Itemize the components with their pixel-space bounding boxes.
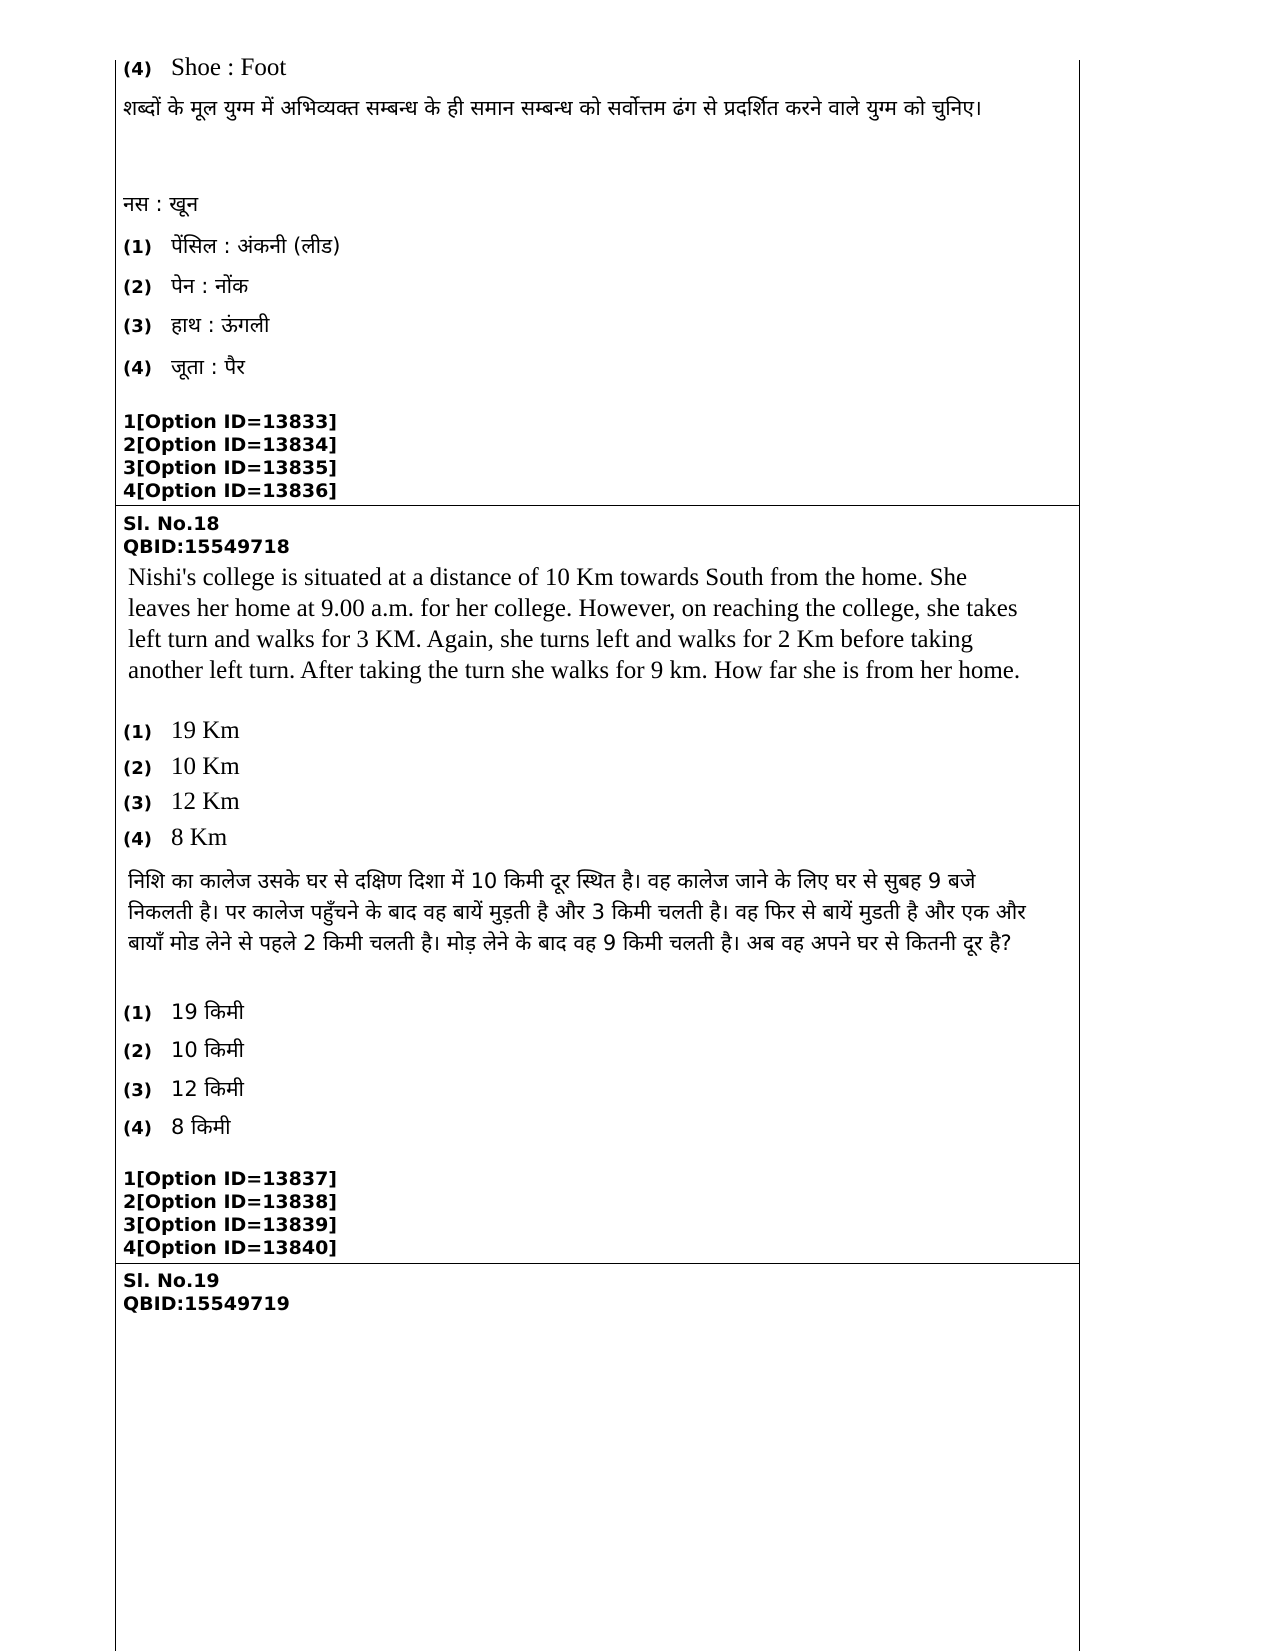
option-id-3: 3[Option ID=13835]: [123, 457, 337, 479]
option-id-2: 2[Option ID=13834]: [123, 434, 337, 456]
option-text: जूता : पैर: [171, 355, 245, 379]
option-text: Shoe : Foot: [171, 54, 287, 81]
option-text: 12 Km: [171, 788, 240, 815]
option-number: (2): [123, 1041, 152, 1062]
qbid: QBID:15549718: [123, 536, 290, 558]
option-text: 10 किमी: [171, 1038, 244, 1062]
option-number: (4): [123, 59, 152, 80]
hindi-instruction: शब्दों के मूल युग्म में अभिव्यक्त सम्बन्ध के ही समान सम्बन्ध को सर्वोत्तम ढंग से प्रदर्शित करने वाले युग्म को चुनिए।: [123, 96, 982, 120]
question-text-en: Nishi's college is situated at a distance of 10 Km towards South from the home. She leaves her home at 9.00 a.m. for her college. However, on reaching the college, she takes left turn and walks for 3 KM. Again, she turns left and walks for 2 Km before taking another left turn. After taking the turn she walks for 9 km. How far she is from her home.: [128, 564, 1021, 684]
option-id-4: 4[Option ID=13836]: [123, 480, 337, 502]
option-ids: [123, 1168, 337, 1260]
option-text: 8 किमी: [171, 1115, 231, 1139]
option-id-4: 4[Option ID=13840]: [123, 1237, 337, 1259]
row-divider: [116, 505, 1079, 506]
option-id-2: 2[Option ID=13838]: [123, 1191, 337, 1213]
option-text: पेंसिल : अंकनी (लीड): [171, 234, 341, 258]
hi-option-4: [123, 1113, 231, 1141]
option-number: (1): [123, 722, 152, 743]
hi-option-2: [123, 1036, 244, 1064]
option-number: (4): [123, 829, 152, 850]
en-option-1: [123, 717, 240, 745]
option-text: 12 किमी: [171, 1077, 244, 1101]
option-text: 10 Km: [171, 753, 240, 780]
en-option-2: [123, 753, 240, 781]
option-number: (4): [123, 358, 152, 379]
hi-option-1: [123, 232, 340, 260]
hi-option-1: [123, 998, 244, 1026]
hindi-pair: नस : खून: [123, 192, 199, 216]
option-number: (4): [123, 1118, 152, 1139]
option-number: (2): [123, 758, 152, 779]
option-number: (2): [123, 277, 152, 298]
option-text: 19 Km: [171, 717, 240, 744]
hi-option-4: [123, 353, 245, 381]
option-text: हाथ : ऊंगली: [171, 313, 270, 337]
row-divider: [116, 1263, 1079, 1264]
option-text: पेन : नोंक: [171, 274, 249, 298]
en-option-4: [123, 824, 227, 852]
serial-number: Sl. No.19: [123, 1270, 220, 1292]
en-option-3: [123, 788, 240, 816]
hi-option-2: [123, 272, 248, 300]
option-text: 8 Km: [171, 824, 228, 851]
hi-option-3: [123, 311, 269, 339]
hi-option-3: [123, 1075, 244, 1103]
qbid: QBID:15549719: [123, 1293, 290, 1315]
option-number: (3): [123, 1080, 152, 1101]
option-text: 19 किमी: [171, 1000, 244, 1024]
question-table: [115, 54, 1080, 1651]
option-ids: [123, 411, 337, 503]
question-header: [123, 513, 290, 559]
serial-number: Sl. No.18: [123, 513, 220, 535]
option-id-1: 1[Option ID=13833]: [123, 411, 337, 433]
option-number: (1): [123, 1003, 152, 1024]
question-text-hi: निशि का कालेज उसके घर से दक्षिण दिशा में 10 किमी दूर स्थित है। वह कालेज जाने के लिए घर से सुबह 9 बजे निकलती है। पर कालेज पहुँचने के बाद वह बायें मुड़ती है और 3 किमी चलती है। वह फिर से बायें मुडती है और एक और बायाँ मोड लेने से पहले 2 किमी चलती है। मोड़ लेने के बाद वह 9 किमी चलती है। अब वह अपने घर से कितनी दूर है?: [128, 869, 1026, 955]
option-id-1: 1[Option ID=13837]: [123, 1168, 337, 1190]
question-header: [123, 1270, 290, 1316]
option-number: (1): [123, 237, 152, 258]
option-number: (3): [123, 793, 152, 814]
en-option-4: [123, 54, 286, 82]
option-id-3: 3[Option ID=13839]: [123, 1214, 337, 1236]
option-number: (3): [123, 316, 152, 337]
